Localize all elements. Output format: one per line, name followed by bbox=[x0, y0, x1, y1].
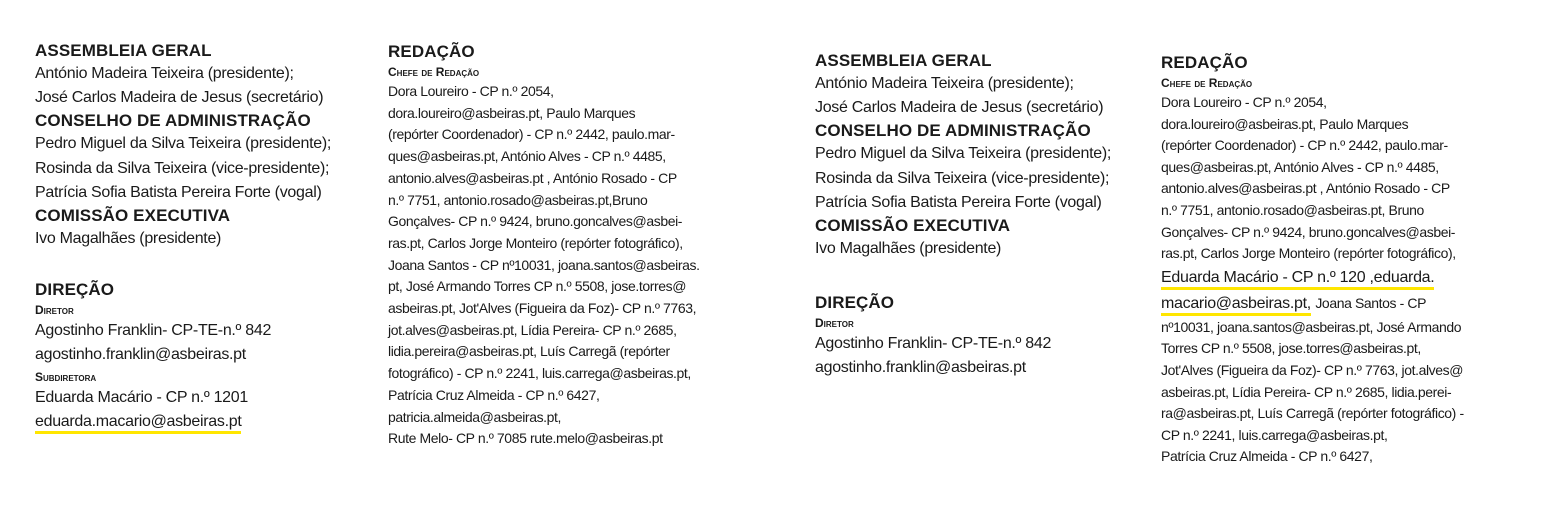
text-line: ras.pt, Carlos Jorge Monteiro (repórter fotográfico), bbox=[1161, 245, 1456, 262]
text-line: Gonçalves- CP n.º 9424, bruno.goncalves@asbei- bbox=[1161, 223, 1456, 240]
text-line: n.º 7751, antonio.rosado@asbeiras.pt,Bruno bbox=[388, 191, 648, 208]
text-line: Ivo Magalhães (presidente) bbox=[815, 240, 1002, 258]
text-line: dora.loureiro@asbeiras.pt, Paulo Marques bbox=[1161, 115, 1409, 132]
highlighted-text: eduarda.macario@asbeiras.pt bbox=[35, 413, 241, 434]
subheading-subdiretora: Subdiretora bbox=[35, 369, 97, 384]
text-line: fotográfico) - CP n.º 2241, luis.carrega@asbeiras.pt, bbox=[388, 365, 691, 382]
text-line: CP n.º 2241, luis.carrega@asbeiras.pt, bbox=[1161, 426, 1388, 443]
subheading-diretor: Diretor bbox=[35, 303, 74, 318]
section-heading-comissao: COMISSÃO EXECUTIVA bbox=[815, 216, 1011, 236]
highlighted-text: macario@asbeiras.pt, bbox=[1161, 295, 1311, 316]
text-line: ques@asbeiras.pt, António Alves - CP n.º 4485, bbox=[1161, 158, 1439, 175]
text-line: jot.alves@asbeiras.pt, Lídia Pereira- CP n.º 2685, bbox=[388, 321, 677, 338]
text-line: lidia.pereira@asbeiras.pt, Luís Carregã (repórter bbox=[388, 343, 670, 360]
highlighted-line bbox=[1161, 265, 1464, 291]
section-heading-assembleia: ASSEMBLEIA GERAL bbox=[35, 41, 212, 60]
highlighted-email-line bbox=[35, 410, 331, 434]
section-heading-redacao: REDAÇÃO bbox=[1161, 53, 1248, 72]
text-line: nº10031, joana.santos@asbeiras.pt, José Armando bbox=[1161, 318, 1462, 335]
section-heading-direcao: DIREÇÃO bbox=[815, 293, 895, 313]
text-line: ras.pt, Carlos Jorge Monteiro (repórter fotográfico), bbox=[388, 234, 683, 251]
text-line: antonio.alves@asbeiras.pt , António Rosado - CP bbox=[1161, 180, 1450, 197]
text-line: ra@asbeiras.pt, Luís Carregã (repórter fotográfico) - bbox=[1161, 405, 1464, 422]
text-line: (repórter Coordenador) - CP n.º 2442, paulo.mar- bbox=[388, 126, 675, 143]
text-line: Gonçalves- CP n.º 9424, bruno.goncalves@asbei- bbox=[388, 213, 683, 230]
section-heading-conselho: CONSELHO DE ADMINISTRAÇÃO bbox=[35, 111, 311, 131]
text-line: Rute Melo- CP n.º 7085 rute.melo@asbeiras.pt bbox=[388, 430, 663, 447]
text-line: pt, José Armando Torres CP n.º 5508, jose.torres@ bbox=[388, 278, 687, 295]
text-line: Rosinda da Silva Teixeira (vice-presidente); bbox=[815, 169, 1110, 187]
text-line: Rosinda da Silva Teixeira (vice-presidente); bbox=[35, 159, 330, 177]
right-masthead-column bbox=[815, 50, 1111, 381]
text-line: Agostinho Franklin- CP-TE-n.º 842 bbox=[815, 335, 1052, 353]
subheading-diretor: Diretor bbox=[815, 316, 854, 331]
text-line: Pedro Miguel da Silva Teixeira (presidente); bbox=[815, 145, 1111, 163]
section-heading-direcao: DIREÇÃO bbox=[35, 280, 115, 300]
section-heading-conselho: CONSELHO DE ADMINISTRAÇÃO bbox=[815, 121, 1091, 141]
right-redacao-column bbox=[1161, 52, 1464, 468]
section-heading-assembleia: ASSEMBLEIA GERAL bbox=[815, 51, 992, 70]
section-heading-comissao: COMISSÃO EXECUTIVA bbox=[35, 206, 231, 226]
text-line: asbeiras.pt, Lídia Pereira- CP n.º 2685, lidia.perei- bbox=[1161, 383, 1452, 400]
highlighted-text: Eduarda Macário - CP n.º 120 ,eduarda. bbox=[1161, 269, 1434, 290]
text-line: António Madeira Teixeira (presidente); bbox=[815, 75, 1074, 92]
text-line: (repórter Coordenador) - CP n.º 2442, paulo.mar- bbox=[1161, 137, 1448, 154]
text-line: António Madeira Teixeira (presidente); bbox=[35, 65, 294, 82]
text-line: agostinho.franklin@asbeiras.pt bbox=[815, 359, 1026, 377]
text-line: Patrícia Cruz Almeida - CP n.º 6427, bbox=[1161, 448, 1373, 465]
text-line: Dora Loureiro - CP n.º 2054, bbox=[388, 83, 554, 99]
text-line: José Carlos Madeira de Jesus (secretário) bbox=[35, 89, 324, 107]
text-line: Torres CP n.º 5508, jose.torres@asbeiras.pt, bbox=[1161, 340, 1421, 357]
text-line: Patrícia Cruz Almeida - CP n.º 6427, bbox=[388, 386, 600, 403]
text-line: José Carlos Madeira de Jesus (secretário) bbox=[815, 99, 1104, 117]
left-redacao-column bbox=[388, 41, 700, 450]
text-line: Ivo Magalhães (presidente) bbox=[35, 230, 222, 248]
text-line: Agostinho Franklin- CP-TE-n.º 842 bbox=[35, 322, 272, 340]
subheading-chefe-redacao: Chefe de Redação bbox=[1161, 76, 1253, 90]
subheading-chefe-redacao: Chefe de Redação bbox=[388, 65, 480, 79]
text-line: n.º 7751, antonio.rosado@asbeiras.pt, Bruno bbox=[1161, 201, 1424, 218]
text-line: Patrícia Sofia Batista Pereira Forte (vogal) bbox=[35, 183, 322, 201]
text-line: Pedro Miguel da Silva Teixeira (presidente); bbox=[35, 135, 331, 153]
text-line: antonio.alves@asbeiras.pt , António Rosado - CP bbox=[388, 169, 677, 186]
text-line: dora.loureiro@asbeiras.pt, Paulo Marques bbox=[388, 104, 636, 121]
text-line: Dora Loureiro - CP n.º 2054, bbox=[1161, 94, 1327, 110]
section-heading-redacao: REDAÇÃO bbox=[388, 42, 475, 61]
text-line: Eduarda Macário - CP n.º 1201 bbox=[35, 388, 248, 406]
text-line: Jot'Alves (Figueira da Foz)- CP n.º 7763, jot.alves@ bbox=[1161, 361, 1464, 378]
text-line: patricia.almeida@asbeiras.pt, bbox=[388, 408, 562, 425]
text-line: Patrícia Sofia Batista Pereira Forte (vogal) bbox=[815, 193, 1102, 211]
text-line: ques@asbeiras.pt, António Alves - CP n.º 4485, bbox=[388, 148, 666, 165]
text-fragment: Joana Santos - CP bbox=[1315, 294, 1427, 311]
highlighted-line bbox=[1161, 291, 1464, 317]
left-masthead-column bbox=[35, 40, 331, 434]
text-line: Joana Santos - CP nº10031, joana.santos@asbeiras. bbox=[388, 256, 700, 273]
text-line: agostinho.franklin@asbeiras.pt bbox=[35, 346, 246, 364]
text-line: asbeiras.pt, Jot'Alves (Figueira da Foz)- CP n.º 7763, bbox=[388, 300, 697, 317]
